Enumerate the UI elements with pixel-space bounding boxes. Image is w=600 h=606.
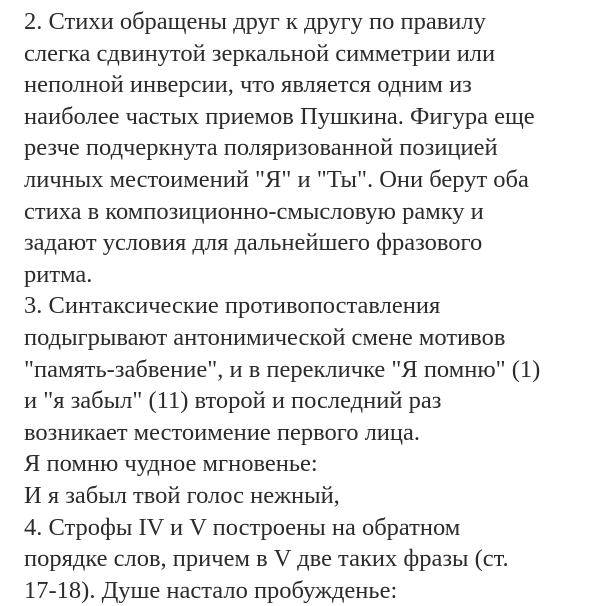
text-line: порядке слов, причем в V две таких фразы (ст. [24, 545, 509, 573]
text-line: наиболее частых приемов Пушкина. Фигура еще [24, 102, 535, 130]
text-line: возникает местоимение первого лица. [24, 418, 421, 446]
text-line: и "я забыл" (11) второй и последний раз [24, 387, 442, 415]
text-line: слегка сдвинутой зеркальной симметрии или [24, 39, 496, 67]
text-line: ритма. [24, 260, 93, 288]
poem-line: Я помню чудное мгновенье: [24, 450, 318, 478]
text-line: подыгрывают антонимической смене мотивов [24, 323, 506, 351]
text-line: стиха в композиционно-смысловую рамку и [24, 197, 484, 225]
text-line: резче подчеркнута поляризованной позицией [24, 134, 498, 162]
text-line: личных местоимений "Я" и "Ты". Они берут оба [24, 165, 529, 193]
text-line: 2. Стихи обращены друг к другу по правилу [24, 8, 486, 35]
text-line: задают условия для дальнейшего фразового [24, 229, 483, 257]
text-line: неполной инверсии, что является одним из [24, 71, 472, 99]
document-body [24, 6, 540, 606]
text-line: "память-забвение", и в перекличке "Я помню" (1) [24, 355, 541, 383]
poem-line: И я забыл твой голос нежный, [24, 481, 340, 509]
text-line: 4. Строфы IV и V построены на обратном [24, 513, 461, 541]
text-line: 3. Синтаксические противопоставления [24, 292, 441, 320]
text-line: 17-18). Душе настало пробужденье: [24, 576, 398, 604]
